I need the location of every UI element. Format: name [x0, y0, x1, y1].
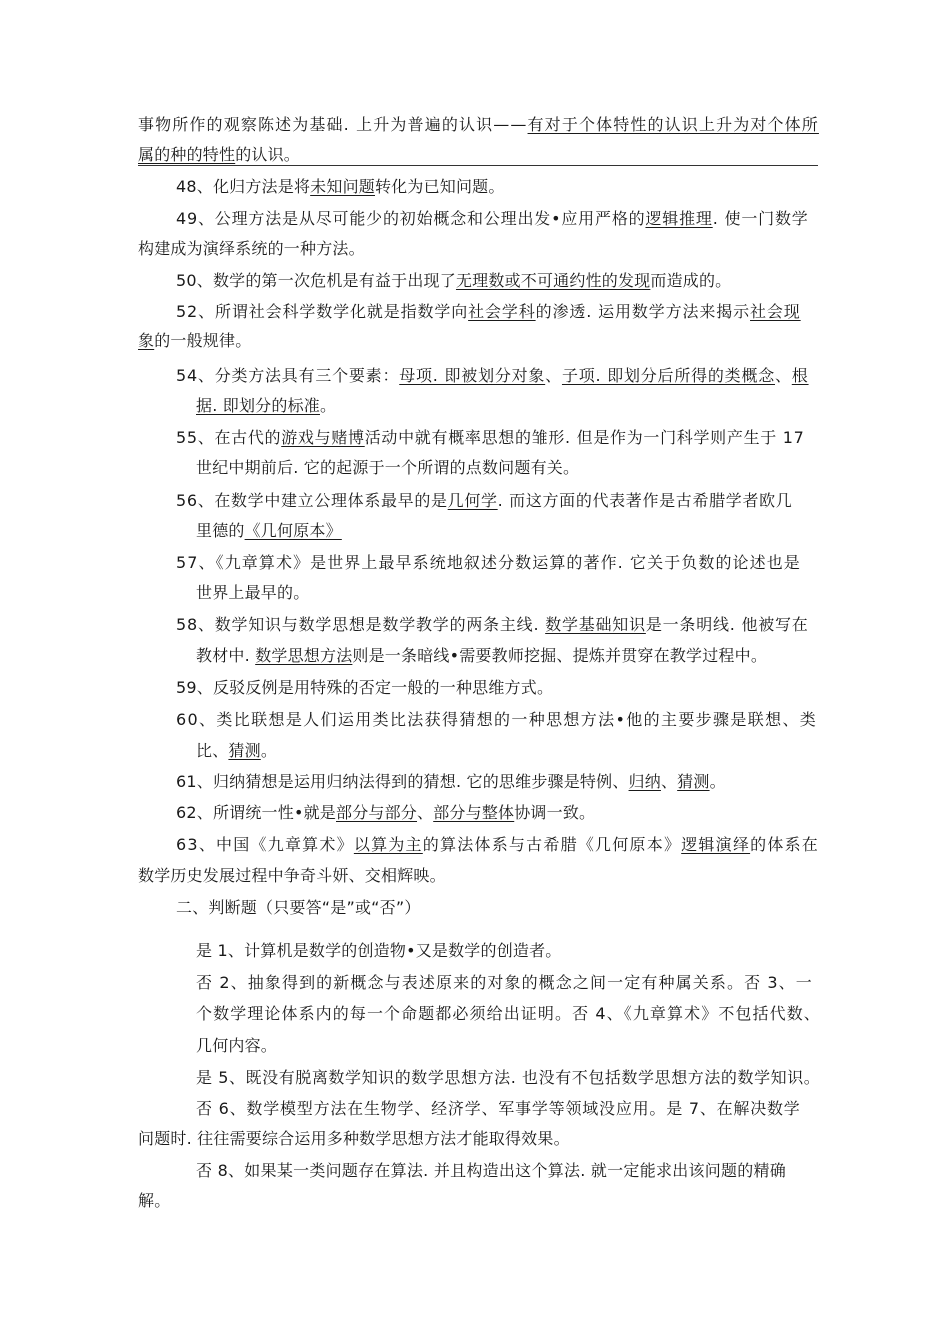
text-line — [176, 803, 595, 823]
text-segment: 的一般规律。 — [154, 331, 252, 350]
text-segment: 的体系在 — [750, 835, 820, 854]
text-line — [138, 145, 300, 165]
answer-underlined: 社会现 — [750, 302, 801, 321]
answer-underlined: 有对于个体特性的认识上升为对个体所 — [527, 115, 819, 134]
text-line — [196, 1068, 820, 1088]
text-segment: 个数学理论体系内的每一个命题都必须给出证明。否 4、《九章算术》不包括代数、 — [196, 1004, 821, 1023]
answer-underlined: 社会学科 — [468, 302, 536, 321]
answer-underlined: 逻辑演绎 — [681, 835, 751, 854]
text-line — [176, 366, 809, 386]
answer-underlined: 未知问题 — [310, 177, 375, 196]
text-line — [196, 1161, 786, 1181]
text-line — [176, 772, 726, 792]
horizontal-rule — [138, 165, 818, 166]
text-segment: 是 1、计算机是数学的创造物•又是数学的创造者。 — [196, 941, 562, 960]
text-segment: 问题时. 往往需要综合运用多种数学思想方法才能取得效果。 — [138, 1129, 570, 1148]
text-segment: 58、数学知识与数学思想是数学教学的两条主线. — [176, 615, 546, 634]
answer-underlined: 根 — [791, 366, 809, 385]
answer-underlined: 象 — [138, 331, 155, 350]
text-segment: 世纪中期前后. 它的起源于一个所谓的点数问题有关。 — [196, 458, 580, 477]
text-segment: 教材中. — [196, 646, 256, 665]
text-segment: 是一条明线. 他被写在 — [645, 615, 809, 634]
text-line — [176, 177, 505, 197]
text-segment: 57、《九章算术》是世界上最早系统地叙述分数运算的著作. 它关于负数的论述也是 — [176, 553, 801, 572]
text-segment: 的渗透. 运用数学方法来揭示 — [535, 302, 751, 321]
text-line — [138, 115, 819, 135]
text-segment: 二、判断题（只要答“是”或“否”） — [176, 898, 421, 917]
text-segment: 49、公理方法是从尽可能少的初始概念和公理出发•应用严格的 — [176, 209, 646, 228]
text-segment: 解。 — [138, 1191, 171, 1210]
text-line — [196, 583, 309, 603]
text-segment: 否 8、如果某一类问题存在算法. 并且构造出这个算法. 就一定能求出该问题的精确 — [196, 1161, 787, 1180]
answer-underlined: 以算为主 — [353, 835, 423, 854]
answer-underlined: 数学思想方法 — [255, 646, 353, 665]
answer-underlined: 据. 即划分的标准 — [196, 396, 320, 415]
answer-underlined: 属的种的特性 — [138, 145, 236, 164]
text-line — [196, 1004, 821, 1024]
text-segment: 活动中就有概率思想的雏形. 但是作为一门科学则产生于 17 — [364, 428, 805, 447]
answer-underlined: 无理数或不可通约性的发现 — [455, 271, 651, 290]
text-segment: 则是一条暗线•需要教师挖掘、提炼并贯穿在教学过程中。 — [352, 646, 768, 665]
text-segment: 63、中国《九章算术》 — [176, 835, 354, 854]
text-line — [176, 209, 809, 229]
text-segment: 事物所作的观察陈述为基础. 上升为普遍的认识—— — [138, 115, 528, 134]
answer-underlined: 游戏与赌博 — [281, 428, 365, 447]
text-segment: 52、所谓社会科学数学化就是指数学向 — [176, 302, 469, 321]
text-segment: 里德的 — [196, 521, 245, 540]
answer-underlined: 几何学 — [447, 491, 498, 510]
text-line — [196, 1036, 277, 1056]
answer-underlined: 部分与部分 — [336, 803, 418, 822]
text-line — [176, 302, 801, 322]
text-line — [196, 646, 767, 666]
text-line — [138, 1191, 170, 1211]
text-line — [176, 835, 819, 855]
text-segment: 构建成为演绎系统的一种方法。 — [138, 239, 365, 258]
text-line — [196, 741, 277, 761]
answer-underlined: 猜测 — [677, 772, 710, 791]
text-segment: 、 — [775, 366, 792, 385]
text-line — [176, 898, 421, 918]
text-segment: 协调一致。 — [514, 803, 596, 822]
text-line — [176, 710, 817, 730]
text-line — [196, 941, 562, 961]
text-segment: . 而这方面的代表著作是古希腊学者欧几 — [497, 491, 793, 510]
text-segment: 56、在数学中建立公理体系最早的是 — [176, 491, 448, 510]
text-segment: 50、数学的第一次危机是有益于出现了 — [176, 271, 456, 290]
text-line — [138, 1129, 570, 1149]
text-segment: 的认识。 — [235, 145, 301, 164]
answer-underlined: 逻辑推理 — [645, 209, 713, 228]
text-line — [138, 866, 446, 886]
text-segment: 61、归纳猜想是运用归纳法得到的猜想. 它的思维步骤是特例、 — [176, 772, 629, 791]
text-segment: 否 6、数学模型方法在生物学、经济学、军事学等领域没应用。是 7、在解决数学 — [196, 1099, 801, 1118]
text-line — [196, 396, 336, 416]
answer-underlined: 猜测 — [228, 741, 261, 760]
text-segment: 、 — [545, 366, 562, 385]
answer-underlined: 《几何原本》 — [244, 521, 342, 540]
text-segment: 的算法体系与古希腊《几何原本》 — [422, 835, 682, 854]
text-segment: . 使一门数学 — [712, 209, 809, 228]
text-segment: 而造成的。 — [650, 271, 732, 290]
text-segment: 54、分类方法具有三个要素： — [176, 366, 400, 385]
text-segment: 、 — [417, 803, 434, 822]
text-segment: 是 5、既没有脱离数学知识的数学思想方法. 也没有不包括数学思想方法的数学知识。 — [196, 1068, 821, 1087]
text-line — [176, 271, 731, 291]
text-segment: 比、 — [196, 741, 229, 760]
answer-underlined: 母项. 即被划分对象 — [399, 366, 546, 385]
text-segment: 否 2、抽象得到的新概念与表述原来的对象的概念之间一定有种属关系。否 3、一 — [196, 973, 813, 992]
text-segment: 55、在古代的 — [176, 428, 282, 447]
answer-underlined: 部分与整体 — [433, 803, 515, 822]
text-line — [176, 553, 801, 573]
text-line — [176, 428, 805, 448]
text-segment: 数学历史发展过程中争奇斗妍、交相辉映。 — [138, 866, 446, 885]
text-line — [196, 458, 579, 478]
text-line — [176, 678, 553, 698]
text-line — [138, 331, 251, 351]
text-line — [196, 1099, 801, 1119]
text-segment: 59、反驳反例是用特殊的否定一般的一种思维方式。 — [176, 678, 554, 697]
text-line — [176, 491, 792, 511]
text-line — [176, 615, 809, 635]
answer-underlined: 子项. 即划分后所得的类概念 — [561, 366, 775, 385]
text-segment: 。 — [319, 396, 337, 415]
text-segment: 、 — [660, 772, 678, 791]
text-segment: 62、所谓统一性•就是 — [176, 803, 336, 822]
answer-underlined: 数学基础知识 — [545, 615, 646, 634]
text-segment: 几何内容。 — [196, 1036, 278, 1055]
text-segment: 世界上最早的。 — [196, 583, 310, 602]
text-segment: 。 — [709, 772, 726, 791]
text-segment: 。 — [260, 741, 278, 760]
text-segment: 60、类比联想是人们运用类比法获得猜想的一种思想方法•他的主要步骤是联想、类 — [176, 710, 818, 729]
text-line — [196, 521, 342, 541]
text-segment: 转化为已知问题。 — [374, 177, 505, 196]
answer-underlined: 归纳 — [628, 772, 661, 791]
text-line — [138, 239, 365, 259]
text-line — [196, 973, 813, 993]
text-segment: 48、化归方法是将 — [176, 177, 311, 196]
